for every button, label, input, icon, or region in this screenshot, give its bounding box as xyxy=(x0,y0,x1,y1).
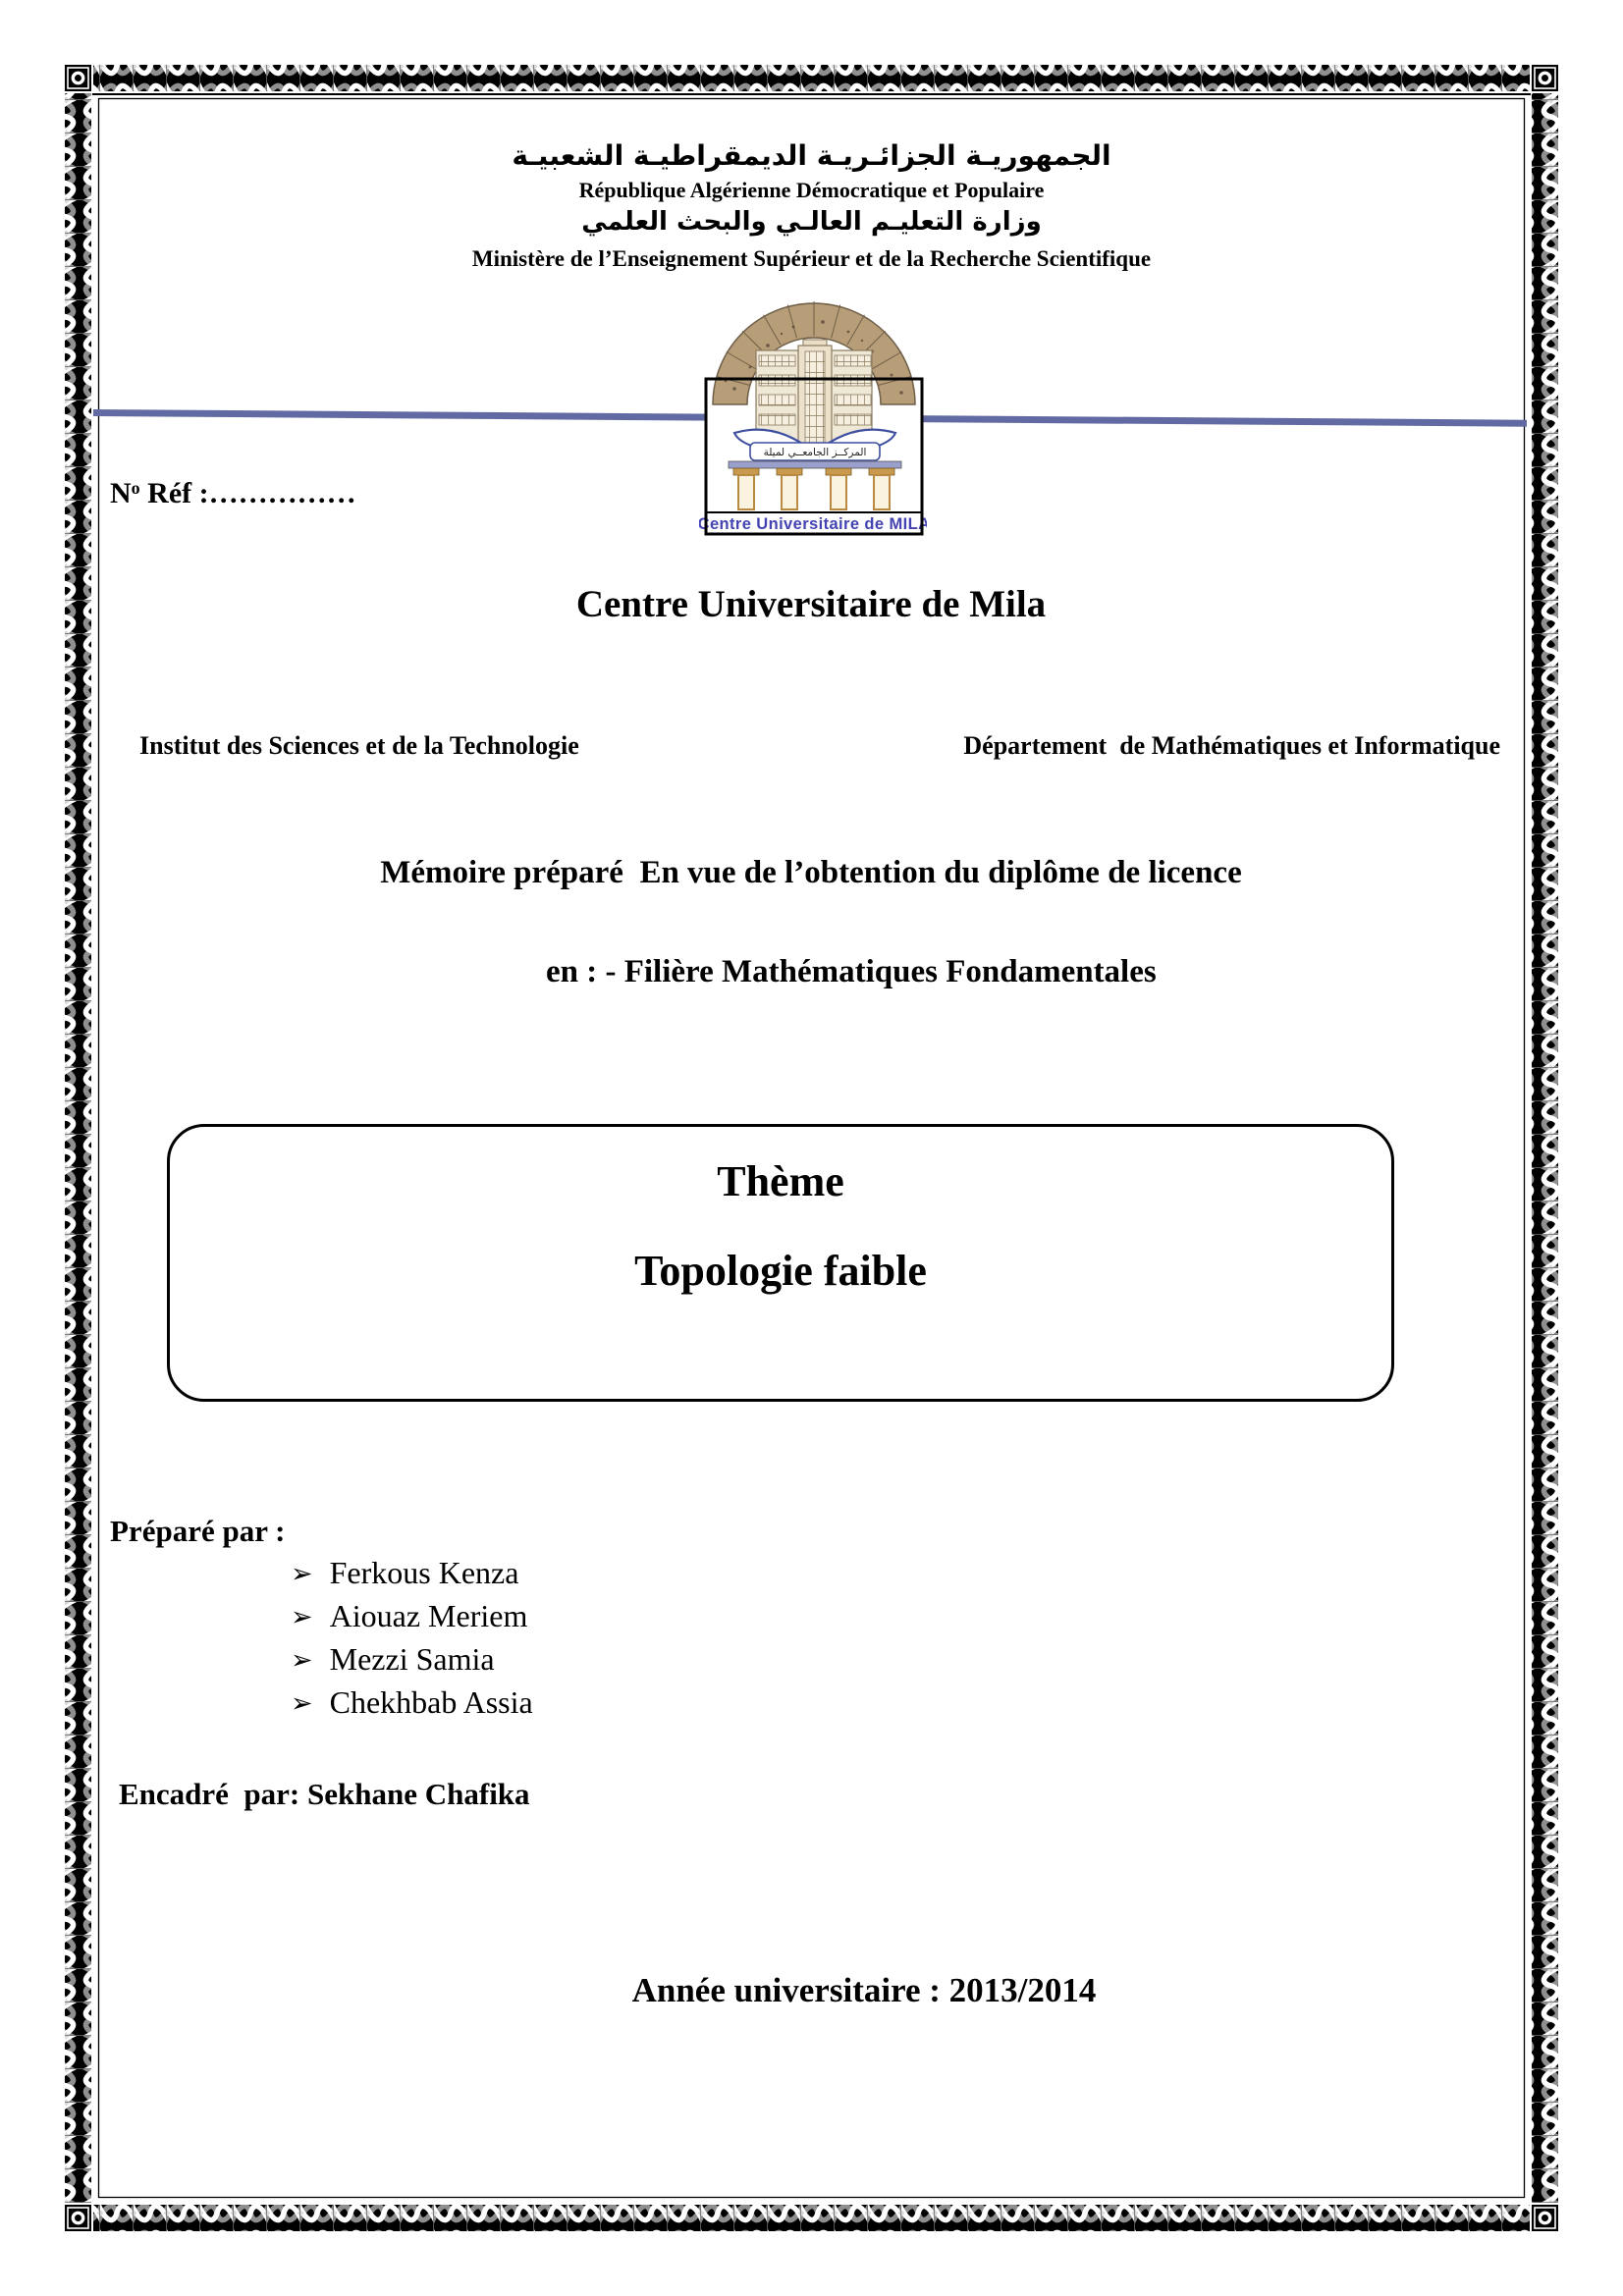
institute-name: Institut des Sciences et de la Technologie xyxy=(139,731,579,760)
ministry-name-arabic: وزارة التعليـم العالـي والبحث العلمي xyxy=(581,207,1042,238)
university-logo xyxy=(699,296,927,538)
author-list xyxy=(291,1555,533,1728)
memoire-speciality: en : - Filière Mathématiques Fondamentales xyxy=(546,954,1157,989)
theme-subject: Topologie faible xyxy=(634,1247,927,1295)
logo-banner-arabic: المركــز الجامعــي لميلة xyxy=(763,447,867,458)
arrow-bullet-icon: ➢ xyxy=(291,1645,313,1676)
arrow-bullet-icon: ➢ xyxy=(291,1559,313,1589)
university-title: Centre Universitaire de Mila xyxy=(575,583,1047,625)
affiliations-row xyxy=(92,731,1530,761)
ministry-name-french: Ministère de l’Enseignement Supérieur et de la Recherche Scientifique xyxy=(471,245,1152,271)
theme-box xyxy=(167,1124,1394,1402)
theme-box-title: Thème xyxy=(717,1157,844,1205)
author-name: Ferkous Kenza xyxy=(329,1555,519,1590)
author-name: Mezzi Samia xyxy=(329,1641,495,1677)
arrow-bullet-icon: ➢ xyxy=(291,1602,313,1632)
logo-lintel xyxy=(729,461,901,468)
list-item xyxy=(291,1598,533,1641)
ref-superscript: o xyxy=(131,478,140,498)
academic-year: Année universitaire : 2013/2014 xyxy=(631,1971,1097,2009)
list-item xyxy=(291,1684,533,1728)
memoire-statement: Mémoire préparé En vue de l’obtention du diplôme de licence xyxy=(380,855,1242,890)
page-header xyxy=(98,138,1525,272)
ref-prefix: N xyxy=(110,477,132,509)
list-item xyxy=(291,1555,533,1598)
supervisor-line: Encadré par: Sekhane Chafika xyxy=(119,1777,530,1811)
republic-name-arabic: الجمهوريـة الجزائـريـة الديمقراطيـة الشعبيـة xyxy=(512,139,1111,172)
list-item xyxy=(291,1641,533,1684)
republic-name-french: République Algérienne Démocratique et Populaire xyxy=(578,178,1045,202)
reference-number-line xyxy=(110,477,356,510)
ref-dotted-leader: Réf :…………… xyxy=(139,477,356,509)
logo-caption: Centre Universitaire de MILA xyxy=(699,515,927,533)
arrow-bullet-icon: ➢ xyxy=(291,1688,313,1719)
prepared-by-label: Préparé par : xyxy=(110,1514,286,1548)
author-name: Chekhbab Assia xyxy=(329,1684,533,1720)
author-name: Aiouaz Meriem xyxy=(329,1598,528,1633)
department-name: Département de Mathématiques et Informatique xyxy=(963,731,1500,760)
